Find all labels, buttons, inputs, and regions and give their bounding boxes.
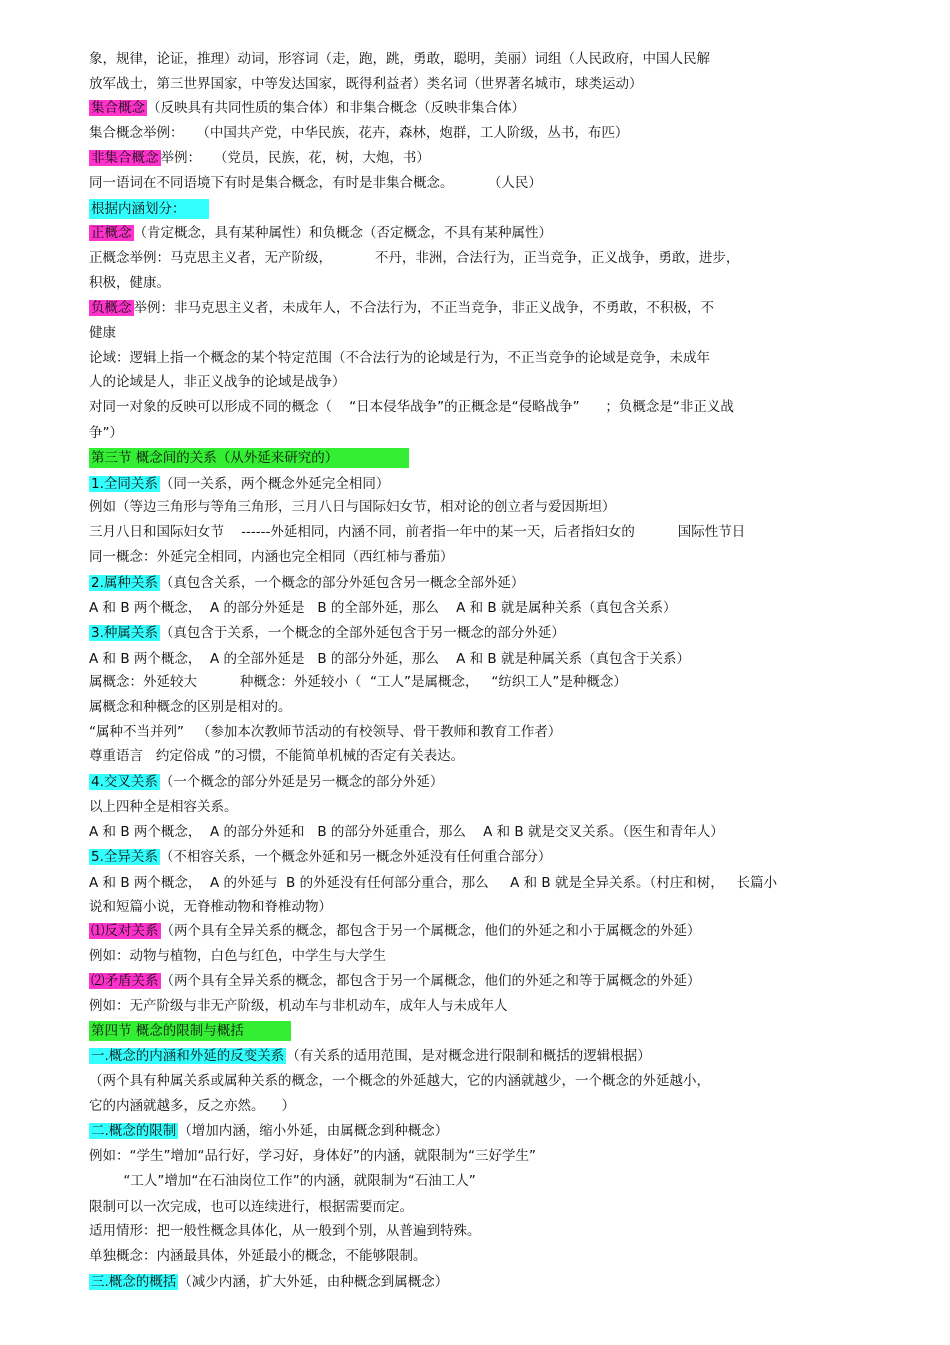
heading-line bbox=[89, 223, 552, 243]
heading-line bbox=[89, 298, 714, 318]
text-line bbox=[89, 822, 724, 842]
line-text: 单独概念：内涵最具体，外延最小的概念，不能够限制。 bbox=[89, 1248, 427, 1264]
line-text: 适用情形：把一般性概念具体化，从一般到个别，从普遍到特殊。 bbox=[89, 1223, 481, 1239]
line-text: 论域：逻辑上指一个概念的某个特定范围（不合法行为的论域是行为，不正当竞争的论域是竞争，未成年 bbox=[89, 350, 710, 366]
line-text: 例如：“学生”增加“品行好，学习好，身体好”的内涵，就限制为“三好学生” bbox=[89, 1148, 536, 1164]
highlighted-term: 二.概念的限制 bbox=[91, 1123, 177, 1139]
text-line bbox=[89, 649, 690, 669]
highlighted-term: ⑵矛盾关系 bbox=[91, 973, 159, 989]
line-text: （减少内涵，扩大外延，由种概念到属概念） bbox=[178, 1274, 449, 1290]
text-line bbox=[89, 946, 386, 966]
line-text: 三月八日和国际妇女节 ------外延相同，内涵不同，前者指一年中的某一天，后者指妇女的 国际性节日 bbox=[89, 524, 746, 540]
heading-line bbox=[89, 98, 525, 118]
text-line bbox=[89, 1146, 536, 1166]
line-text: 尊重语言 约定俗成 ”的习惯，不能简单机械的否定有关表达。 bbox=[89, 748, 465, 764]
heading-line bbox=[89, 1121, 448, 1141]
line-text: （真包含关系，一个概念的部分外延包含另一概念全部外延） bbox=[159, 575, 525, 591]
line-text: “属种不当并列” （参加本次教师节活动的有校领导、骨干教师和教育工作者） bbox=[89, 724, 562, 740]
text-line bbox=[89, 797, 238, 817]
heading-line bbox=[89, 847, 551, 867]
heading-line bbox=[89, 148, 430, 168]
line-text: （肯定概念，具有某种属性）和负概念（否定概念，不具有某种属性） bbox=[133, 225, 552, 241]
text-line bbox=[89, 1071, 710, 1091]
highlighted-term: 4.交叉关系 bbox=[91, 774, 158, 790]
text-line bbox=[89, 248, 739, 268]
highlighted-term: 正概念 bbox=[91, 225, 132, 241]
text-line bbox=[89, 1096, 295, 1116]
line-text: （两个具有全异关系的概念，都包含于另一个属概念，他们的外延之和小于属概念的外延） bbox=[160, 923, 701, 939]
heading-line bbox=[89, 1046, 651, 1066]
text-line bbox=[89, 348, 710, 368]
text-line bbox=[89, 497, 616, 517]
line-text: 象，规律，论证，推理）动词，形容词（走，跑，跳，勇敢，聪明，美丽）词组（人民政府，中国人民解 bbox=[89, 51, 710, 67]
highlighted-term: 集合概念 bbox=[91, 100, 145, 116]
text-line bbox=[89, 897, 332, 917]
text-line bbox=[89, 598, 676, 618]
line-text: 属概念：外延较大 种概念：外延较小（ “工人”是属概念， “纺织工人”是种概念） bbox=[89, 674, 627, 690]
text-line bbox=[89, 873, 777, 893]
heading-line bbox=[89, 199, 209, 219]
line-text: 积极，健康。 bbox=[89, 275, 170, 291]
highlighted-term: 一.概念的内涵和外延的反变关系 bbox=[91, 1048, 285, 1064]
text-line bbox=[89, 49, 710, 69]
text-line bbox=[89, 1197, 413, 1217]
line-text: 例如：动物与植物，白色与红色，中学生与大学生 bbox=[89, 948, 386, 964]
highlighted-term: 2.属种关系 bbox=[91, 575, 158, 591]
highlighted-term: 第三节 概念间的关系（从外延来研究的） bbox=[89, 448, 409, 468]
text-line bbox=[89, 672, 627, 692]
highlighted-term: 5.全异关系 bbox=[91, 849, 158, 865]
text-line bbox=[89, 1221, 481, 1241]
line-text: A 和 B 两个概念， A 的部分外延和 B 的部分外延重合，那么 A 和 B 就是交叉关系。（医生和青年人） bbox=[89, 824, 724, 840]
line-text: （增加内涵，缩小外延，由属概念到种概念） bbox=[178, 1123, 449, 1139]
text-line bbox=[89, 273, 170, 293]
line-text: 正概念举例：马克思主义者，无产阶级， 不丹，非洲，合法行为，正当竞争，正义战争，勇敢，进步， bbox=[89, 250, 740, 266]
line-text: （不相容关系，一个概念外延和另一概念外延没有任何重合部分） bbox=[159, 849, 552, 865]
line-text: 健康 bbox=[89, 325, 116, 341]
heading-line bbox=[89, 1272, 448, 1292]
heading-line bbox=[89, 448, 409, 468]
line-text: （有关系的适用范围，是对概念进行限制和概括的逻辑根据） bbox=[286, 1048, 651, 1064]
text-line bbox=[89, 1171, 476, 1191]
line-text: 同一语词在不同语境下有时是集合概念，有时是非集合概念。 （人民） bbox=[89, 175, 542, 191]
line-text: （真包含于关系，一个概念的全部外延包含于另一概念的部分外延） bbox=[159, 625, 565, 641]
text-line bbox=[89, 123, 628, 143]
heading-line bbox=[89, 971, 701, 991]
text-line bbox=[89, 522, 745, 542]
text-line bbox=[89, 423, 123, 443]
highlighted-term: 三.概念的概括 bbox=[91, 1274, 177, 1290]
highlighted-term: 第四节 概念的限制与概括 bbox=[89, 1021, 291, 1041]
line-text: 限制可以一次完成，也可以连续进行，根据需要而定。 bbox=[89, 1199, 413, 1215]
highlighted-term: 根据内涵划分： bbox=[89, 199, 209, 219]
text-line bbox=[89, 397, 734, 417]
line-text: 它的内涵就越多，反之亦然。 ） bbox=[89, 1098, 296, 1114]
line-text: 同一概念：外延完全相同，内涵也完全相同（西红柿与番茄） bbox=[89, 549, 454, 565]
text-line bbox=[89, 547, 454, 567]
text-line bbox=[89, 697, 292, 717]
line-text: 放军战士，第三世界国家，中等发达国家，既得利益者）类名词（世界著名城市，球类运动） bbox=[89, 76, 643, 92]
line-text: 举例： （党员，民族，花，树，大炮，书） bbox=[160, 150, 430, 166]
line-text: 举例：非马克思主义者，未成年人，不合法行为，不正当竞争，非正义战争，不勇敢，不积极，不 bbox=[133, 300, 714, 316]
text-line bbox=[89, 722, 561, 742]
heading-line bbox=[89, 573, 524, 593]
text-line bbox=[89, 323, 116, 343]
line-text: “工人”增加“在石油岗位工作”的内涵，就限制为“石油工人” bbox=[89, 1173, 476, 1189]
line-text: （一个概念的部分外延是另一概念的部分外延） bbox=[159, 774, 444, 790]
line-text: （反映具有共同性质的集合体）和非集合概念（反映非集合体） bbox=[147, 100, 525, 116]
line-text: （同一关系，两个概念外延完全相同） bbox=[159, 476, 390, 492]
highlighted-term: 负概念 bbox=[91, 300, 132, 316]
text-line bbox=[89, 996, 508, 1016]
text-line bbox=[89, 1246, 427, 1266]
line-text: A 和 B 两个概念， A 的外延与 B 的外延没有任何部分重合，那么 A 和 B 就是全异关系。（村庄和树， 长篇小 bbox=[89, 875, 778, 891]
highlighted-term: ⑴反对关系 bbox=[91, 923, 159, 939]
line-text: 说和短篇小说，无脊椎动物和脊椎动物） bbox=[89, 899, 332, 915]
text-line bbox=[89, 173, 542, 193]
line-text: （两个具有种属关系或属种关系的概念，一个概念的外延越大，它的内涵就越少，一个概念的外延越小， bbox=[89, 1073, 710, 1089]
text-line bbox=[89, 74, 643, 94]
line-text: 例如（等边三角形与等角三角形，三月八日与国际妇女节，相对论的创立者与爱因斯坦） bbox=[89, 499, 616, 515]
highlighted-term: 3.种属关系 bbox=[91, 625, 158, 641]
line-text: A 和 B 两个概念， A 的部分外延是 B 的全部外延，那么 A 和 B 就是属种关系（真包含关系） bbox=[89, 600, 677, 616]
line-text: 对同一对象的反映可以形成不同的概念（ “日本侵华战争”的正概念是“侵略战争” ；负概念是“非正义战 bbox=[89, 399, 734, 415]
heading-line bbox=[89, 623, 565, 643]
line-text: 例如：无产阶级与非无产阶级，机动车与非机动车，成年人与未成年人 bbox=[89, 998, 508, 1014]
line-text: 属概念和种概念的区别是相对的。 bbox=[89, 699, 292, 715]
heading-line bbox=[89, 921, 701, 941]
line-text: 人的论域是人，非正义战争的论域是战争） bbox=[89, 374, 346, 390]
highlighted-term: 非集合概念 bbox=[91, 150, 159, 166]
text-line bbox=[89, 746, 464, 766]
line-text: （两个具有全异关系的概念，都包含于另一个属概念，他们的外延之和等于属概念的外延） bbox=[160, 973, 701, 989]
heading-line bbox=[89, 772, 443, 792]
line-text: 以上四种全是相容关系。 bbox=[89, 799, 238, 815]
text-line bbox=[89, 372, 346, 392]
line-text: A 和 B 两个概念， A 的全部外延是 B 的部分外延，那么 A 和 B 就是种属关系（真包含于关系） bbox=[89, 651, 690, 667]
line-text: 集合概念举例： （中国共产党，中华民族，花卉，森林，炮群，工人阶级，丛书，布匹） bbox=[89, 125, 629, 141]
highlighted-term: 1.全同关系 bbox=[91, 476, 158, 492]
heading-line bbox=[89, 1021, 291, 1041]
heading-line bbox=[89, 474, 389, 494]
line-text: 争”） bbox=[89, 425, 123, 441]
